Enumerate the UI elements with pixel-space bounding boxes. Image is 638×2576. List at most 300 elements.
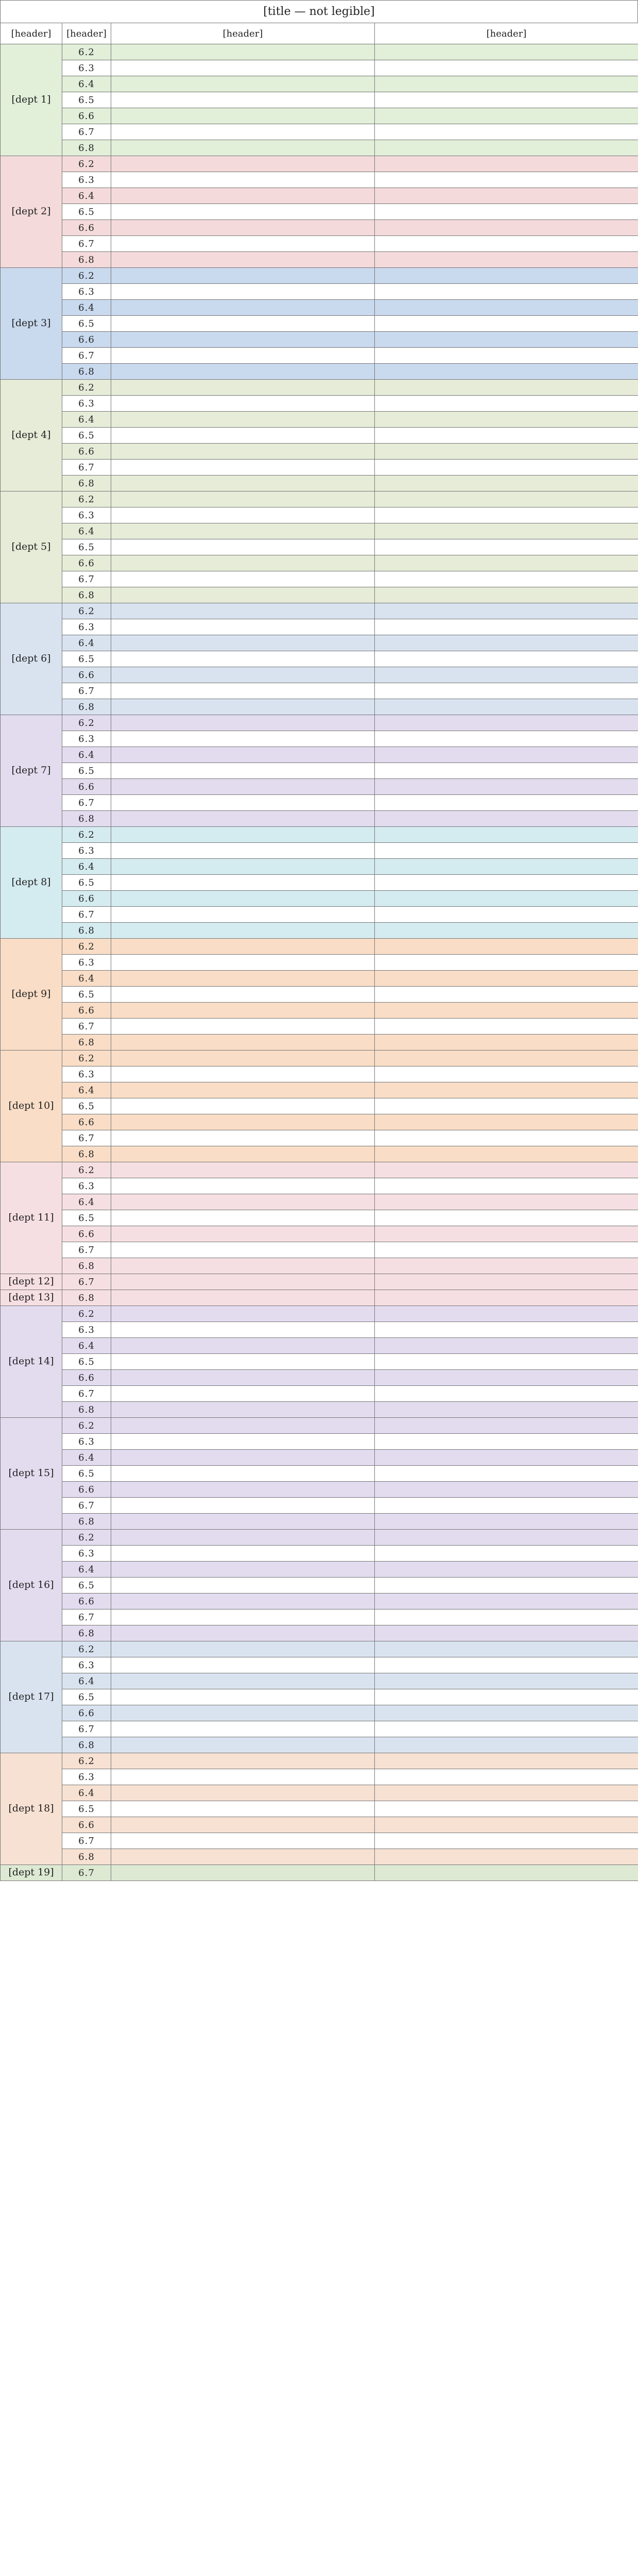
date-cell: 6.5 xyxy=(62,1210,111,1226)
schedule-row xyxy=(1,523,638,539)
am-doctor-cell xyxy=(111,843,375,859)
am-doctor-cell xyxy=(111,1466,375,1482)
am-doctor-cell xyxy=(111,907,375,923)
pm-doctor-cell xyxy=(375,635,638,651)
date-cell: 6.5 xyxy=(62,539,111,555)
schedule-row xyxy=(1,1705,638,1721)
schedule-row xyxy=(1,923,638,939)
schedule-row xyxy=(1,1178,638,1194)
date-cell: 6.6 xyxy=(62,332,111,348)
am-doctor-cell xyxy=(111,667,375,683)
pm-doctor-cell xyxy=(375,811,638,827)
schedule-row xyxy=(1,1689,638,1705)
pm-doctor-cell xyxy=(375,683,638,699)
schedule-row xyxy=(1,316,638,332)
am-doctor-cell xyxy=(111,523,375,539)
date-cell: 6.5 xyxy=(62,316,111,332)
page-title: [title — not legible] xyxy=(0,0,638,23)
date-cell: 6.8 xyxy=(62,1625,111,1641)
date-cell: 6.6 xyxy=(62,1594,111,1609)
date-cell: 6.4 xyxy=(62,1082,111,1098)
am-doctor-cell xyxy=(111,1801,375,1817)
am-doctor-cell xyxy=(111,364,375,380)
schedule-row xyxy=(1,1114,638,1130)
am-doctor-cell xyxy=(111,236,375,252)
pm-doctor-cell xyxy=(375,699,638,715)
pm-doctor-cell xyxy=(375,76,638,92)
schedule-row xyxy=(1,1625,638,1641)
schedule-row xyxy=(1,907,638,923)
am-doctor-cell xyxy=(111,156,375,172)
header-am: [header] xyxy=(111,23,375,44)
date-cell: 6.2 xyxy=(62,1050,111,1066)
schedule-row xyxy=(1,1514,638,1530)
pm-doctor-cell xyxy=(375,1019,638,1035)
pm-doctor-cell xyxy=(375,1402,638,1418)
date-cell: 6.6 xyxy=(62,1817,111,1833)
am-doctor-cell xyxy=(111,1594,375,1609)
schedule-row xyxy=(1,1130,638,1146)
schedule-row xyxy=(1,1849,638,1865)
schedule-row xyxy=(1,1338,638,1354)
pm-doctor-cell xyxy=(375,1162,638,1178)
schedule-row xyxy=(1,1466,638,1482)
schedule-row xyxy=(1,444,638,460)
pm-doctor-cell xyxy=(375,1386,638,1402)
date-cell: 6.8 xyxy=(62,252,111,268)
date-cell: 6.7 xyxy=(62,1386,111,1402)
schedule-row xyxy=(1,747,638,763)
date-cell: 6.2 xyxy=(62,827,111,843)
schedule-row xyxy=(1,1418,638,1434)
schedule-row xyxy=(1,1769,638,1785)
department-cell: [dept 12] xyxy=(1,1274,62,1290)
schedule-row xyxy=(1,1274,638,1290)
date-cell: 6.4 xyxy=(62,300,111,316)
schedule-row xyxy=(1,1434,638,1450)
pm-doctor-cell xyxy=(375,1562,638,1578)
date-cell: 6.3 xyxy=(62,396,111,412)
schedule-row xyxy=(1,364,638,380)
date-cell: 6.7 xyxy=(62,1498,111,1514)
schedule-row xyxy=(1,284,638,300)
schedule-row xyxy=(1,428,638,444)
am-doctor-cell xyxy=(111,1562,375,1578)
date-cell: 6.8 xyxy=(62,140,111,156)
am-doctor-cell xyxy=(111,1242,375,1258)
am-doctor-cell xyxy=(111,827,375,843)
am-doctor-cell xyxy=(111,1721,375,1737)
date-cell: 6.6 xyxy=(62,555,111,571)
schedule-row xyxy=(1,635,638,651)
am-doctor-cell xyxy=(111,1114,375,1130)
date-cell: 6.6 xyxy=(62,1370,111,1386)
schedule-row xyxy=(1,396,638,412)
pm-doctor-cell xyxy=(375,1082,638,1098)
date-cell: 6.4 xyxy=(62,635,111,651)
am-doctor-cell xyxy=(111,955,375,971)
date-cell: 6.2 xyxy=(62,1530,111,1546)
department-cell: [dept 15] xyxy=(1,1418,62,1530)
pm-doctor-cell xyxy=(375,1721,638,1737)
schedule-row xyxy=(1,412,638,428)
date-cell: 6.3 xyxy=(62,731,111,747)
pm-doctor-cell xyxy=(375,1370,638,1386)
am-doctor-cell xyxy=(111,316,375,332)
am-doctor-cell xyxy=(111,1354,375,1370)
pm-doctor-cell xyxy=(375,939,638,955)
date-cell: 6.4 xyxy=(62,1194,111,1210)
department-cell: [dept 1] xyxy=(1,44,62,156)
am-doctor-cell xyxy=(111,476,375,492)
schedule-row xyxy=(1,1226,638,1242)
schedule-row xyxy=(1,1386,638,1402)
date-cell: 6.5 xyxy=(62,1689,111,1705)
pm-doctor-cell xyxy=(375,619,638,635)
schedule-row xyxy=(1,204,638,220)
schedule-row xyxy=(1,1641,638,1657)
header-pm: [header] xyxy=(375,23,638,44)
schedule-row xyxy=(1,587,638,603)
pm-doctor-cell xyxy=(375,539,638,555)
date-cell: 6.7 xyxy=(62,1242,111,1258)
am-doctor-cell xyxy=(111,1274,375,1290)
schedule-row xyxy=(1,1098,638,1114)
schedule-row xyxy=(1,1753,638,1769)
pm-doctor-cell xyxy=(375,156,638,172)
am-doctor-cell xyxy=(111,747,375,763)
am-doctor-cell xyxy=(111,1418,375,1434)
date-cell: 6.3 xyxy=(62,172,111,188)
pm-doctor-cell xyxy=(375,1705,638,1721)
date-cell: 6.6 xyxy=(62,1705,111,1721)
schedule-row xyxy=(1,1146,638,1162)
date-cell: 6.3 xyxy=(62,60,111,76)
am-doctor-cell xyxy=(111,1514,375,1530)
am-doctor-cell xyxy=(111,1641,375,1657)
schedule-row xyxy=(1,460,638,476)
am-doctor-cell xyxy=(111,1386,375,1402)
schedule-row xyxy=(1,571,638,587)
date-cell: 6.3 xyxy=(62,1066,111,1082)
schedule-row xyxy=(1,827,638,843)
pm-doctor-cell xyxy=(375,1290,638,1306)
am-doctor-cell xyxy=(111,779,375,795)
schedule-row xyxy=(1,188,638,204)
date-cell: 6.2 xyxy=(62,492,111,507)
date-cell: 6.8 xyxy=(62,364,111,380)
pm-doctor-cell xyxy=(375,316,638,332)
date-cell: 6.6 xyxy=(62,220,111,236)
pm-doctor-cell xyxy=(375,971,638,987)
date-cell: 6.7 xyxy=(62,795,111,811)
am-doctor-cell xyxy=(111,460,375,476)
date-cell: 6.8 xyxy=(62,1258,111,1274)
pm-doctor-cell xyxy=(375,779,638,795)
schedule-row xyxy=(1,1546,638,1562)
pm-doctor-cell xyxy=(375,1482,638,1498)
date-cell: 6.6 xyxy=(62,1226,111,1242)
date-cell: 6.5 xyxy=(62,1801,111,1817)
department-cell: [dept 7] xyxy=(1,715,62,827)
date-cell: 6.3 xyxy=(62,955,111,971)
date-cell: 6.5 xyxy=(62,92,111,108)
department-cell: [dept 16] xyxy=(1,1530,62,1641)
schedule-row xyxy=(1,300,638,316)
schedule-row xyxy=(1,124,638,140)
am-doctor-cell xyxy=(111,76,375,92)
schedule-row xyxy=(1,507,638,523)
pm-doctor-cell xyxy=(375,1865,638,1881)
am-doctor-cell xyxy=(111,539,375,555)
date-cell: 6.3 xyxy=(62,1178,111,1194)
date-cell: 6.7 xyxy=(62,460,111,476)
pm-doctor-cell xyxy=(375,1609,638,1625)
schedule-row xyxy=(1,1306,638,1322)
schedule-row xyxy=(1,492,638,507)
pm-doctor-cell xyxy=(375,1737,638,1753)
pm-doctor-cell xyxy=(375,1210,638,1226)
am-doctor-cell xyxy=(111,44,375,60)
am-doctor-cell xyxy=(111,108,375,124)
am-doctor-cell xyxy=(111,1785,375,1801)
pm-doctor-cell xyxy=(375,555,638,571)
am-doctor-cell xyxy=(111,396,375,412)
date-cell: 6.7 xyxy=(62,236,111,252)
pm-doctor-cell xyxy=(375,955,638,971)
date-cell: 6.7 xyxy=(62,1274,111,1290)
pm-doctor-cell xyxy=(375,1641,638,1657)
date-cell: 6.4 xyxy=(62,1562,111,1578)
schedule-row xyxy=(1,1162,638,1178)
pm-doctor-cell xyxy=(375,1130,638,1146)
am-doctor-cell xyxy=(111,1657,375,1673)
pm-doctor-cell xyxy=(375,1578,638,1594)
date-cell: 6.7 xyxy=(62,571,111,587)
pm-doctor-cell xyxy=(375,108,638,124)
schedule-row xyxy=(1,1370,638,1386)
am-doctor-cell xyxy=(111,507,375,523)
am-doctor-cell xyxy=(111,140,375,156)
date-cell: 6.7 xyxy=(62,1130,111,1146)
am-doctor-cell xyxy=(111,300,375,316)
am-doctor-cell xyxy=(111,795,375,811)
date-cell: 6.8 xyxy=(62,699,111,715)
am-doctor-cell xyxy=(111,555,375,571)
pm-doctor-cell xyxy=(375,1114,638,1130)
pm-doctor-cell xyxy=(375,715,638,731)
department-cell: [dept 17] xyxy=(1,1641,62,1753)
date-cell: 6.3 xyxy=(62,1657,111,1673)
am-doctor-cell xyxy=(111,60,375,76)
schedule-row xyxy=(1,1482,638,1498)
schedule-row xyxy=(1,651,638,667)
date-cell: 6.7 xyxy=(62,1833,111,1849)
pm-doctor-cell xyxy=(375,763,638,779)
pm-doctor-cell xyxy=(375,571,638,587)
schedule-row xyxy=(1,1035,638,1050)
schedule-row xyxy=(1,348,638,364)
am-doctor-cell xyxy=(111,971,375,987)
pm-doctor-cell xyxy=(375,364,638,380)
pm-doctor-cell xyxy=(375,987,638,1003)
schedule-row xyxy=(1,779,638,795)
date-cell: 6.8 xyxy=(62,587,111,603)
am-doctor-cell xyxy=(111,268,375,284)
am-doctor-cell xyxy=(111,492,375,507)
am-doctor-cell xyxy=(111,1226,375,1242)
date-cell: 6.2 xyxy=(62,603,111,619)
date-cell: 6.8 xyxy=(62,1737,111,1753)
pm-doctor-cell xyxy=(375,827,638,843)
am-doctor-cell xyxy=(111,1146,375,1162)
am-doctor-cell xyxy=(111,204,375,220)
date-cell: 6.3 xyxy=(62,619,111,635)
am-doctor-cell xyxy=(111,1402,375,1418)
schedule-row xyxy=(1,1019,638,1035)
pm-doctor-cell xyxy=(375,124,638,140)
am-doctor-cell xyxy=(111,1370,375,1386)
schedule-row xyxy=(1,683,638,699)
am-doctor-cell xyxy=(111,1178,375,1194)
schedule-row xyxy=(1,891,638,907)
date-cell: 6.4 xyxy=(62,971,111,987)
am-doctor-cell xyxy=(111,428,375,444)
date-cell: 6.8 xyxy=(62,1146,111,1162)
schedule-row xyxy=(1,1594,638,1609)
pm-doctor-cell xyxy=(375,731,638,747)
schedule-row xyxy=(1,1609,638,1625)
am-doctor-cell xyxy=(111,763,375,779)
pm-doctor-cell xyxy=(375,1418,638,1434)
pm-doctor-cell xyxy=(375,412,638,428)
am-doctor-cell xyxy=(111,683,375,699)
pm-doctor-cell xyxy=(375,1322,638,1338)
am-doctor-cell xyxy=(111,635,375,651)
am-doctor-cell xyxy=(111,188,375,204)
date-cell: 6.8 xyxy=(62,1514,111,1530)
pm-doctor-cell xyxy=(375,651,638,667)
header-date: [header] xyxy=(62,23,111,44)
am-doctor-cell xyxy=(111,1673,375,1689)
schedule-row xyxy=(1,555,638,571)
date-cell: 6.2 xyxy=(62,1418,111,1434)
am-doctor-cell xyxy=(111,1098,375,1114)
am-doctor-cell xyxy=(111,1434,375,1450)
am-doctor-cell xyxy=(111,1609,375,1625)
schedule-row xyxy=(1,1194,638,1210)
schedule-row xyxy=(1,1530,638,1546)
pm-doctor-cell xyxy=(375,492,638,507)
pm-doctor-cell xyxy=(375,1753,638,1769)
pm-doctor-cell xyxy=(375,300,638,316)
date-cell: 6.5 xyxy=(62,1354,111,1370)
schedule-row xyxy=(1,140,638,156)
am-doctor-cell xyxy=(111,252,375,268)
am-doctor-cell xyxy=(111,1162,375,1178)
pm-doctor-cell xyxy=(375,1514,638,1530)
am-doctor-cell xyxy=(111,284,375,300)
pm-doctor-cell xyxy=(375,875,638,891)
date-cell: 6.7 xyxy=(62,348,111,364)
pm-doctor-cell xyxy=(375,1306,638,1322)
am-doctor-cell xyxy=(111,1066,375,1082)
pm-doctor-cell xyxy=(375,348,638,364)
schedule-row xyxy=(1,1210,638,1226)
pm-doctor-cell xyxy=(375,1434,638,1450)
schedule-row xyxy=(1,1865,638,1881)
date-cell: 6.8 xyxy=(62,1290,111,1306)
pm-doctor-cell xyxy=(375,1657,638,1673)
date-cell: 6.8 xyxy=(62,1849,111,1865)
pm-doctor-cell xyxy=(375,252,638,268)
am-doctor-cell xyxy=(111,380,375,396)
am-doctor-cell xyxy=(111,1737,375,1753)
schedule-row xyxy=(1,619,638,635)
date-cell: 6.2 xyxy=(62,715,111,731)
pm-doctor-cell xyxy=(375,172,638,188)
date-cell: 6.4 xyxy=(62,1673,111,1689)
pm-doctor-cell xyxy=(375,1849,638,1865)
date-cell: 6.3 xyxy=(62,1434,111,1450)
am-doctor-cell xyxy=(111,571,375,587)
pm-doctor-cell xyxy=(375,268,638,284)
am-doctor-cell xyxy=(111,619,375,635)
schedule-body xyxy=(1,44,638,1881)
date-cell: 6.5 xyxy=(62,1466,111,1482)
am-doctor-cell xyxy=(111,1194,375,1210)
am-doctor-cell xyxy=(111,1082,375,1098)
pm-doctor-cell xyxy=(375,396,638,412)
schedule-table xyxy=(0,23,638,1881)
date-cell: 6.6 xyxy=(62,108,111,124)
schedule-row xyxy=(1,268,638,284)
am-doctor-cell xyxy=(111,332,375,348)
pm-doctor-cell xyxy=(375,603,638,619)
date-cell: 6.8 xyxy=(62,1402,111,1418)
pm-doctor-cell xyxy=(375,1801,638,1817)
am-doctor-cell xyxy=(111,1338,375,1354)
am-doctor-cell xyxy=(111,1210,375,1226)
am-doctor-cell xyxy=(111,1322,375,1338)
department-cell: [dept 11] xyxy=(1,1162,62,1274)
department-cell: [dept 6] xyxy=(1,603,62,715)
am-doctor-cell xyxy=(111,1050,375,1066)
date-cell: 6.3 xyxy=(62,507,111,523)
am-doctor-cell xyxy=(111,987,375,1003)
am-doctor-cell xyxy=(111,1130,375,1146)
date-cell: 6.4 xyxy=(62,523,111,539)
department-cell: [dept 5] xyxy=(1,492,62,603)
department-cell: [dept 19] xyxy=(1,1865,62,1881)
schedule-row xyxy=(1,60,638,76)
pm-doctor-cell xyxy=(375,60,638,76)
am-doctor-cell xyxy=(111,1035,375,1050)
schedule-row xyxy=(1,252,638,268)
schedule-row xyxy=(1,875,638,891)
am-doctor-cell xyxy=(111,1705,375,1721)
am-doctor-cell xyxy=(111,1865,375,1881)
date-cell: 6.4 xyxy=(62,76,111,92)
am-doctor-cell xyxy=(111,1578,375,1594)
date-cell: 6.3 xyxy=(62,284,111,300)
date-cell: 6.4 xyxy=(62,188,111,204)
schedule-row xyxy=(1,1737,638,1753)
pm-doctor-cell xyxy=(375,795,638,811)
pm-doctor-cell xyxy=(375,1274,638,1290)
am-doctor-cell xyxy=(111,1482,375,1498)
schedule-row xyxy=(1,1290,638,1306)
